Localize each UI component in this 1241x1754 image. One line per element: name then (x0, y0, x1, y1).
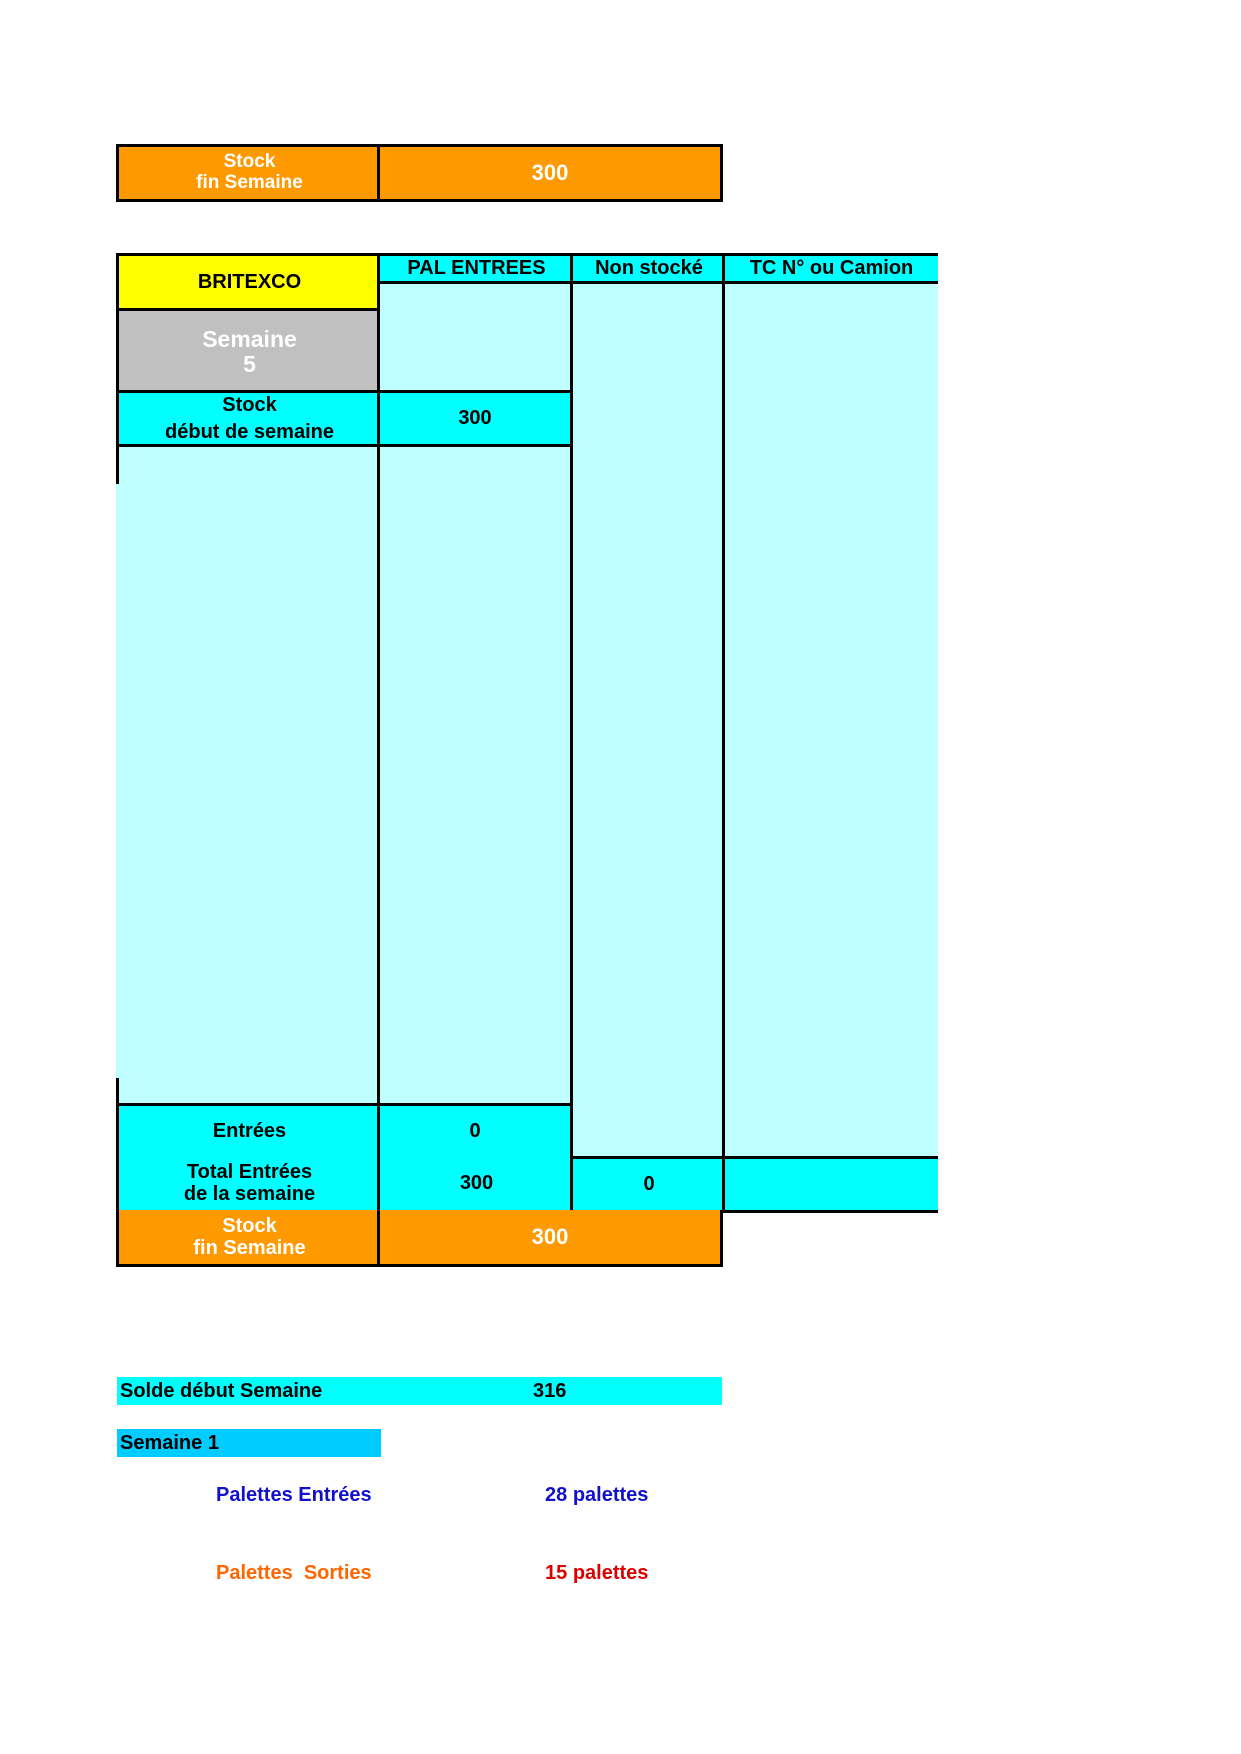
week-cell (116, 311, 380, 393)
total-entrees-non-stocke-value (570, 1156, 725, 1213)
top-stock-fin-label (116, 144, 380, 202)
entrees-value (377, 1103, 573, 1159)
company-name: BRITEXCO (197, 270, 302, 293)
grid-line-label-left (116, 444, 119, 484)
stock-debut-label (116, 390, 380, 447)
stock-fin-label-line2: fin Semaine (193, 1237, 306, 1259)
stock-fin-label (116, 1210, 380, 1267)
tc-column-body (722, 283, 938, 1159)
stock-debut-label-line1: Stock (222, 393, 277, 416)
palettes-entrees-count-unit: palettes (572, 1484, 649, 1506)
stock-debut-label-line2: début de semaine (165, 420, 334, 443)
week-label: Semaine (202, 325, 297, 352)
stock-fin-label-line1: Stock (222, 1215, 277, 1237)
header-pal-entrees-text: PAL ENTREES (407, 257, 546, 279)
total-entrees-pal-value (377, 1156, 573, 1213)
week-number: 5 (243, 351, 256, 377)
palettes-sorties-count-unit: palettes (572, 1562, 649, 1584)
label-column-body (116, 444, 380, 1104)
top-stock-fin-label-line1: Stock (223, 151, 276, 173)
stock-fin-value (377, 1210, 723, 1267)
stock-debut-value (377, 390, 573, 447)
palettes-entrees-label: Palettes Entrées (216, 1484, 372, 1506)
grid-line-non-stocke-right (722, 283, 725, 1159)
solde-debut-value: 316 (533, 1380, 567, 1402)
stock-fin-value-text: 300 (531, 1224, 569, 1249)
solde-debut-label: Solde début Semaine (120, 1380, 323, 1402)
entrees-label (116, 1103, 380, 1159)
header-pal-entrees (377, 253, 573, 284)
total-entrees-label (116, 1156, 380, 1213)
grid-line-pal-left (377, 283, 380, 1105)
palettes-sorties-count-value: 15 (545, 1562, 568, 1584)
total-entrees-label-line2: de la semaine (183, 1183, 316, 1205)
stock-debut-value-text: 300 (458, 407, 492, 429)
grid-line-label-left-bottom (116, 1078, 119, 1106)
top-stock-fin-value-text: 300 (531, 160, 569, 185)
grid-line-pal-right (570, 283, 573, 1159)
header-tc-text: TC N° ou Camion (749, 257, 914, 279)
palettes-sorties-count (545, 1562, 648, 1585)
header-non-stocke (570, 253, 725, 284)
total-entrees-non-stocke-value-text: 0 (643, 1173, 655, 1195)
header-tc (722, 253, 938, 284)
non-stocke-column-body (570, 283, 722, 1159)
total-entrees-pal-value-text: 300 (459, 1171, 494, 1194)
palettes-entrees-count-value: 28 (545, 1484, 568, 1506)
palettes-entrees-count (545, 1484, 648, 1507)
entrees-label-text: Entrées (212, 1119, 287, 1142)
total-entrees-label-line1: Total Entrées (186, 1161, 313, 1183)
palettes-sorties-label: Palettes Sorties (216, 1562, 372, 1584)
header-non-stocke-text: Non stocké (595, 257, 703, 279)
total-entrees-tc-value (722, 1156, 938, 1213)
company-cell (116, 253, 380, 311)
top-stock-fin-label-line2: fin Semaine (196, 172, 303, 193)
entrees-value-text: 0 (469, 1119, 481, 1142)
semaine-1-label: Semaine 1 (120, 1432, 219, 1454)
top-stock-fin-value (377, 144, 723, 202)
